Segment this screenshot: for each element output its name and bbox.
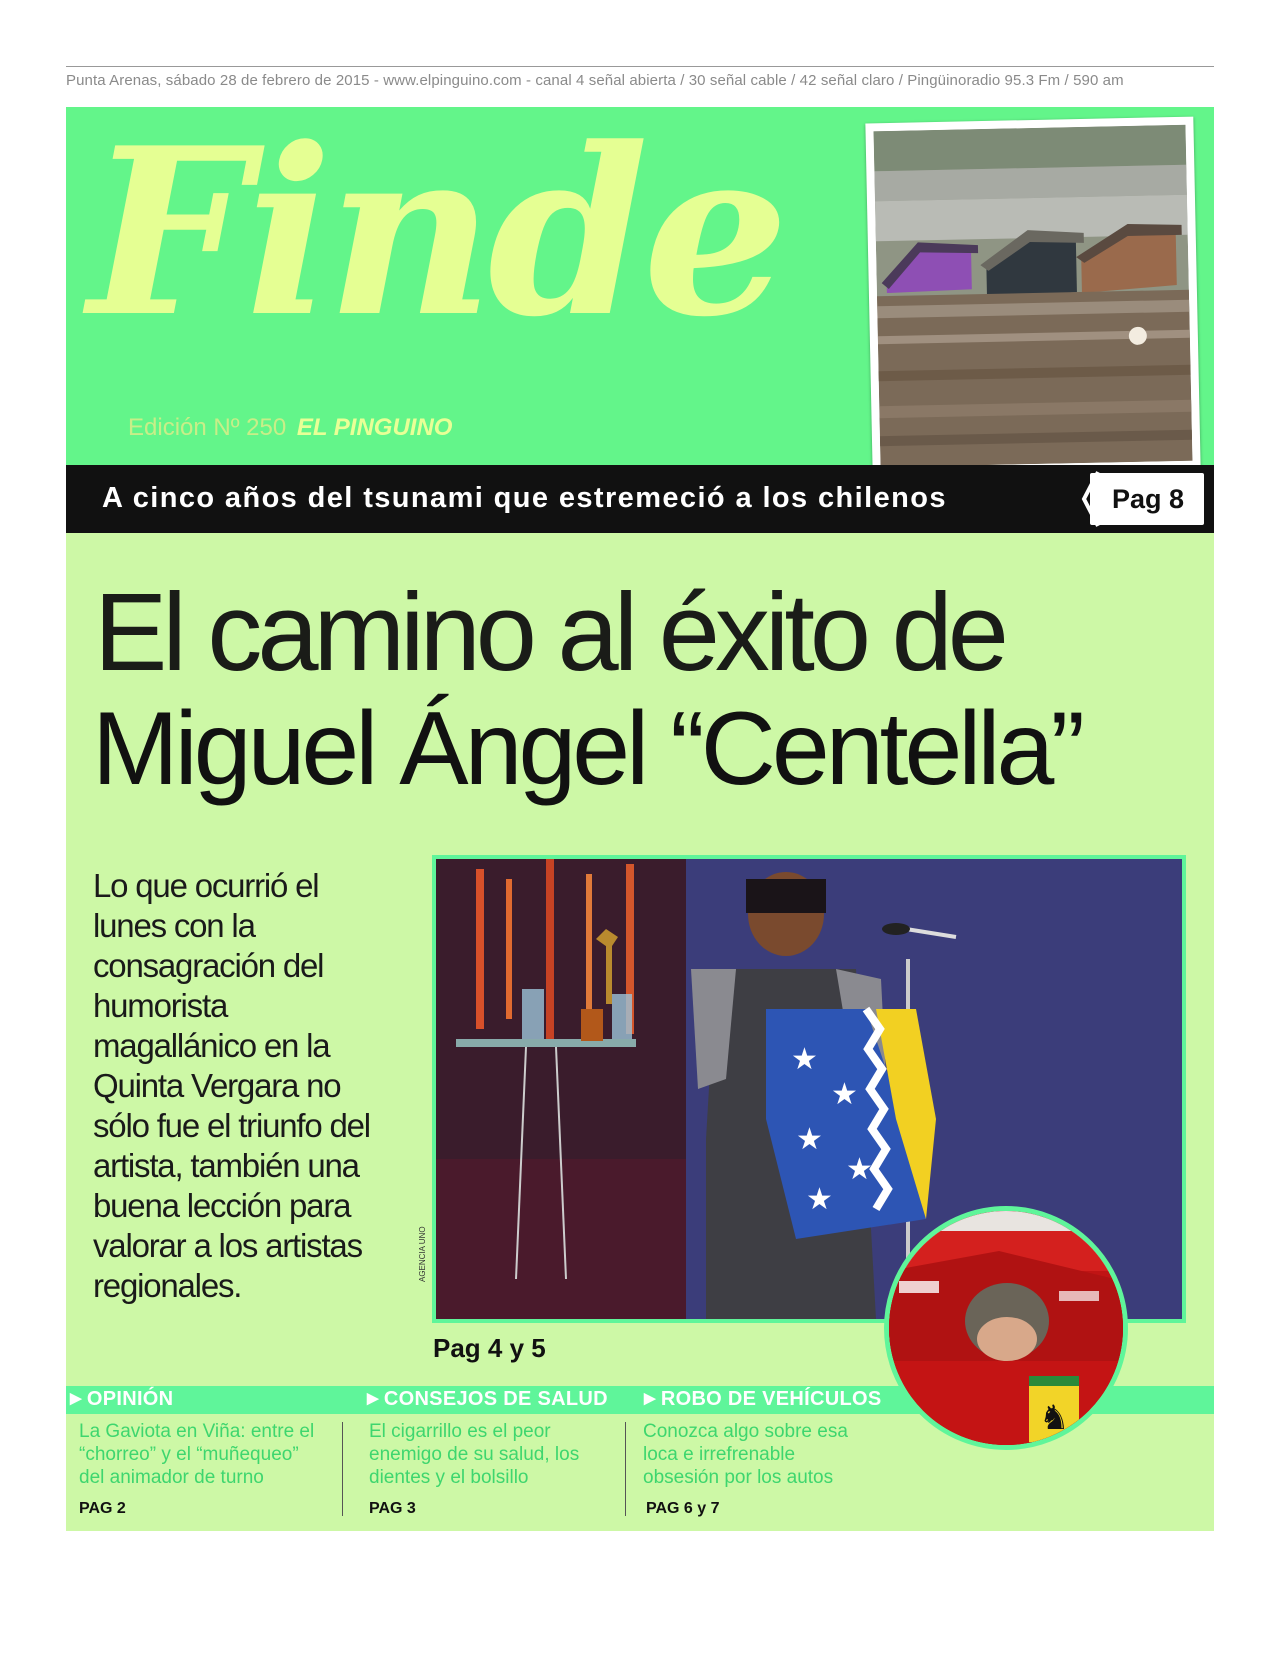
tsunami-photo[interactable] [865, 117, 1200, 476]
svg-text:★: ★ [846, 1152, 873, 1187]
headline-line-1 [94, 571, 1004, 694]
svg-text:★: ★ [791, 1042, 818, 1077]
svg-text:♞: ♞ [1039, 1398, 1070, 1438]
svg-text:★: ★ [806, 1182, 833, 1217]
tsunami-banner-text: A cinco años del tsunami que estremeció a los chilenos [102, 482, 947, 514]
svg-text:★: ★ [831, 1077, 858, 1112]
ferrari-photo[interactable] [884, 1206, 1128, 1450]
section-title-salud[interactable] [367, 1388, 608, 1411]
section-divider [342, 1422, 343, 1516]
tsunami-page-ref[interactable]: Pag 8 [1112, 484, 1185, 514]
section-title-salud-text: CONSEJOS DE SALUD [383, 1388, 608, 1410]
section-text-opinion[interactable]: La Gaviota en Viña: entre el “chorreo” y el “muñequeo” del animador de turno [79, 1421, 315, 1488]
dateline: Punta Arenas, sábado 28 de febrero de 2015 - www.elpinguino.com - canal 4 señal abierta / 30 señal cable / 42 señal claro / Pingüinoradio 95.3 Fm / 590 am [66, 72, 1124, 89]
section-title-opinion[interactable] [70, 1388, 173, 1411]
section-title-robo-text: ROBO DE VEHÍCULOS [660, 1388, 882, 1410]
section-text-robo[interactable]: Conozca algo sobre esa loca e irrefrenable obsesión por los autos [643, 1421, 848, 1488]
triangle-right-icon: ▶ [367, 1390, 379, 1407]
section-page-robo[interactable]: PAG 6 y 7 [646, 1500, 720, 1517]
top-rule [66, 66, 1214, 67]
deck-text: Lo que ocurrió el lunes con la consagración del humorista magallánico en la Quinta Vergara no sólo fue el triunfo del artista, también una buena lección para valorar a los artistas regionales. [93, 867, 370, 1304]
section-text-salud[interactable]: El cigarrillo es el peor enemigo de su salud, los dientes y el bolsillo [369, 1421, 580, 1488]
finde-logo: Finde [88, 98, 784, 368]
section-page-opinion[interactable]: PAG 2 [79, 1500, 126, 1517]
section-title-robo[interactable] [644, 1388, 882, 1411]
centella-page-ref[interactable]: Pag 4 y 5 [433, 1333, 546, 1363]
photo-credit: AGENCIA UNO [418, 1226, 427, 1282]
ferrari-photo-image [889, 1211, 1123, 1445]
svg-text:★: ★ [796, 1122, 823, 1157]
tsunami-photo-image [874, 125, 1193, 467]
section-page-salud[interactable]: PAG 3 [369, 1500, 416, 1517]
triangle-right-icon: ▶ [70, 1390, 82, 1407]
headline-line-2: Miguel Ángel “Centella” [92, 691, 1081, 807]
triangle-right-icon: ▶ [644, 1390, 656, 1407]
brand-name: EL PINGUINO [296, 414, 453, 441]
section-title-opinion-text: OPINIÓN [86, 1388, 174, 1410]
section-divider [625, 1422, 626, 1516]
headline-line-1-text: El camino al éxito de [94, 571, 1004, 694]
edition-line [128, 414, 452, 442]
edition-number: Edición Nº 250 [128, 414, 287, 441]
